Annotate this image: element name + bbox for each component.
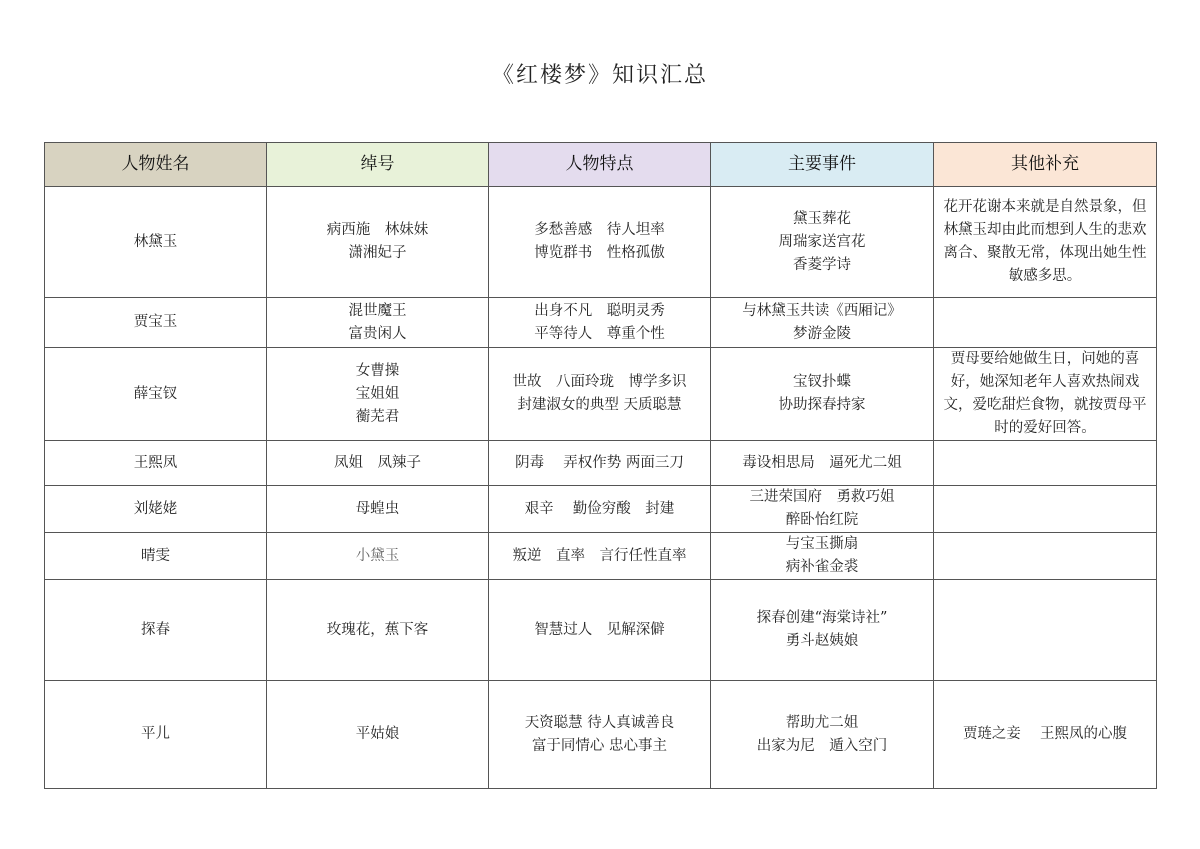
header-events: 主要事件 xyxy=(711,143,934,187)
cell-nickname: 病西施 林妹妹 潇湘妃子 xyxy=(267,187,489,298)
table-row xyxy=(45,486,1157,533)
header-nickname: 绰号 xyxy=(267,143,489,187)
cell-notes xyxy=(934,298,1157,348)
cell-name: 王熙凤 xyxy=(45,441,267,486)
cell-nickname: 小黛玉 xyxy=(267,533,489,580)
header-name: 人物姓名 xyxy=(45,143,267,187)
cell-notes xyxy=(934,486,1157,533)
knowledge-table xyxy=(44,142,1157,789)
table-row xyxy=(45,187,1157,298)
table-row xyxy=(45,298,1157,348)
cell-name: 刘姥姥 xyxy=(45,486,267,533)
cell-name: 探春 xyxy=(45,580,267,681)
cell-events: 与宝玉撕扇 病补雀金裘 xyxy=(711,533,934,580)
table-row xyxy=(45,681,1157,789)
header-notes: 其他补充 xyxy=(934,143,1157,187)
cell-events: 帮助尤二姐 出家为尼 遁入空门 xyxy=(711,681,934,789)
cell-name: 平儿 xyxy=(45,681,267,789)
table-row xyxy=(45,441,1157,486)
cell-traits: 阴毒 弄权作势 两面三刀 xyxy=(489,441,711,486)
cell-nickname: 女曹操 宝姐姐 蘅芜君 xyxy=(267,348,489,441)
cell-events: 与林黛玉共读《西厢记》 梦游金陵 xyxy=(711,298,934,348)
cell-events: 宝钗扑蝶 协助探春持家 xyxy=(711,348,934,441)
table-header-row xyxy=(45,143,1157,187)
cell-nickname: 平姑娘 xyxy=(267,681,489,789)
cell-nickname: 混世魔王 富贵闲人 xyxy=(267,298,489,348)
cell-events: 探春创建“海棠诗社” 勇斗赵姨娘 xyxy=(711,580,934,681)
header-traits: 人物特点 xyxy=(489,143,711,187)
cell-notes xyxy=(934,441,1157,486)
cell-traits: 天资聪慧 待人真诚善良 富于同情心 忠心事主 xyxy=(489,681,711,789)
cell-notes: 花开花谢本来就是自然景象，但林黛玉却由此而想到人生的悲欢离合、聚散无常，体现出她生性敏感多思。 xyxy=(934,187,1157,298)
cell-nickname: 母蝗虫 xyxy=(267,486,489,533)
cell-name: 林黛玉 xyxy=(45,187,267,298)
cell-events: 黛玉葬花 周瑞家送宫花 香菱学诗 xyxy=(711,187,934,298)
cell-events: 毒设相思局 逼死尤二姐 xyxy=(711,441,934,486)
cell-events: 三进荣国府 勇救巧姐 醉卧怡红院 xyxy=(711,486,934,533)
cell-traits: 多愁善感 待人坦率 博览群书 性格孤傲 xyxy=(489,187,711,298)
cell-notes: 贾琏之妾 王熙凤的心腹 xyxy=(934,681,1157,789)
page-title: 《红楼梦》知识汇总 xyxy=(491,63,708,88)
table-row xyxy=(45,580,1157,681)
cell-traits: 出身不凡 聪明灵秀 平等待人 尊重个性 xyxy=(489,298,711,348)
cell-traits: 智慧过人 见解深僻 xyxy=(489,580,711,681)
cell-notes: 贾母要给她做生日，问她的喜好，她深知老年人喜欢热闹戏文，爱吃甜烂食物，就按贾母平时的爱好回答。 xyxy=(934,348,1157,441)
table-row xyxy=(45,533,1157,580)
cell-nickname: 凤姐 凤辣子 xyxy=(267,441,489,486)
cell-traits: 艰辛 勤俭穷酸 封建 xyxy=(489,486,711,533)
cell-name: 薛宝钗 xyxy=(45,348,267,441)
cell-nickname: 玫瑰花，蕉下客 xyxy=(267,580,489,681)
cell-traits: 叛逆 直率 言行任性直率 xyxy=(489,533,711,580)
cell-name: 贾宝玉 xyxy=(45,298,267,348)
cell-traits: 世故 八面玲珑 博学多识 封建淑女的典型 天质聪慧 xyxy=(489,348,711,441)
cell-notes xyxy=(934,533,1157,580)
table-row xyxy=(45,348,1157,441)
cell-name: 晴雯 xyxy=(45,533,267,580)
cell-notes xyxy=(934,580,1157,681)
